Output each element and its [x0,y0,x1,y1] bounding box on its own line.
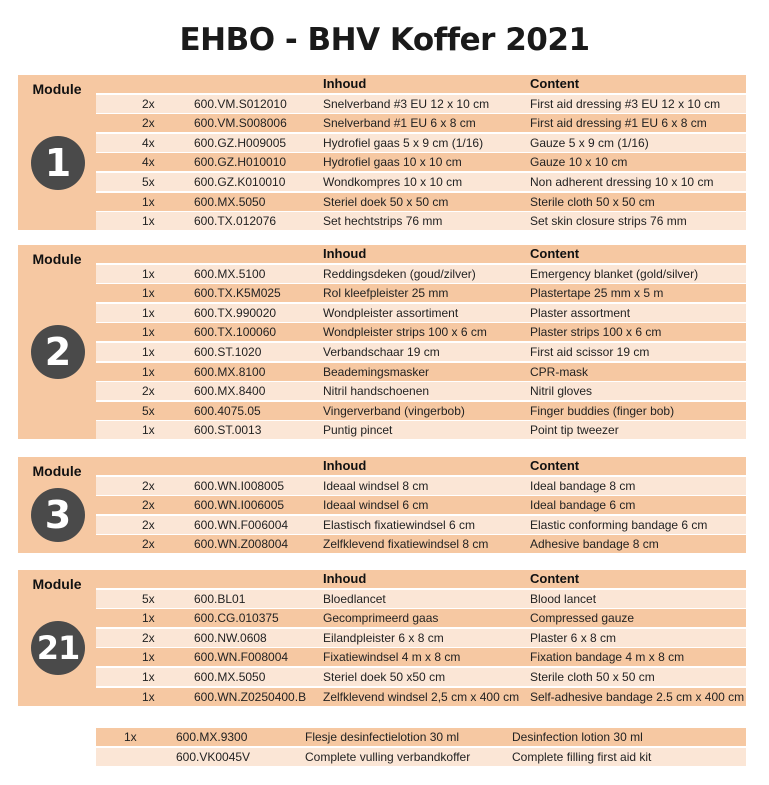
item-description-nl: Reddingsdeken (goud/zilver) [323,266,476,281]
item-description-en: Compressed gauze [530,611,635,626]
item-code: 600.NW.0608 [194,630,267,645]
item-code: 600.4075.05 [194,403,261,418]
item-description-en: Plaster assortment [530,305,631,320]
item-code: 600.WN.I008005 [194,478,285,493]
item-code: 600.MX.8400 [194,384,266,399]
module-number-badge: 2 [31,325,85,379]
table-row [96,688,746,706]
item-description-en: First aid dressing #3 EU 12 x 10 cm [530,96,721,111]
table-row [96,95,746,113]
item-quantity: 1x [142,345,155,359]
item-quantity: 5x [142,591,155,606]
item-description-nl: Gecomprimeerd gaas [323,611,439,626]
item-code: 600.WN.F006004 [194,517,289,532]
module-side-panel [18,457,96,553]
table-row [96,648,746,666]
table-row [96,516,746,534]
item-description-nl: Ideaal windsel 8 cm [323,478,429,493]
item-description-nl: Set hechtstrips 76 mm [323,214,443,229]
table-row [96,153,746,171]
item-description-en: Gauze 5 x 9 cm (1/16) [530,135,649,150]
item-code: 600.MX.8100 [194,364,266,379]
item-code: 600.MX.5050 [194,670,266,684]
item-quantity: 1x [142,325,155,340]
table-row [96,212,746,230]
item-description-en: Nitril gloves [530,384,593,399]
table-row [96,421,746,439]
item-quantity: 1x [124,730,137,744]
module-label: Module [32,463,82,479]
item-quantity: 4x [142,155,155,170]
item-description-nl: Snelverband #3 EU 12 x 10 cm [323,96,490,111]
table-header-row [96,457,746,475]
item-code: 600.MX.5050 [194,194,266,209]
table-row [96,284,746,302]
item-quantity: 1x [142,286,155,301]
module-number-badge: 1 [31,136,85,190]
item-quantity: 1x [142,611,155,626]
item-quantity: 2x [142,498,155,513]
item-code: 600.WN.Z008004 [194,537,289,552]
column-header-inhoud: Inhoud [323,571,367,586]
item-code: 600.CG.010375 [194,611,279,626]
table-header-row [96,570,746,588]
item-description-en: Finger buddies (finger bob) [530,403,675,418]
table-row [96,265,746,283]
item-quantity: 2x [142,384,155,399]
module-label: Module [32,576,82,592]
item-description-nl: Snelverband #1 EU 6 x 8 cm [323,116,476,131]
item-code: 600.GZ.H009005 [194,135,287,150]
item-description-nl: Wondpleister assortiment [323,305,459,320]
item-description-en: Plaster 6 x 8 cm [530,630,617,645]
item-description-en: Gauze 10 x 10 cm [530,155,628,170]
column-header-inhoud: Inhoud [323,458,367,473]
item-quantity: 1x [142,214,155,229]
item-code: 600.GZ.H010010 [194,155,287,170]
item-description-nl: Puntig pincet [323,423,393,438]
item-description-nl: Verbandschaar 19 cm [323,345,440,359]
module-number-badge: 3 [31,488,85,542]
table-row [96,668,746,686]
item-description-nl: Vingerverband (vingerbob) [323,403,465,418]
item-description-en: Plastertape 25 mm x 5 m [530,286,664,301]
item-quantity: 1x [142,364,155,379]
item-quantity: 1x [142,650,155,665]
item-description-en: Blood lancet [530,591,597,606]
module-number-badge: 21 [31,621,85,675]
item-quantity: 1x [142,266,155,281]
item-description-en: Point tip tweezer [530,423,619,438]
item-description-nl: Wondpleister strips 100 x 6 cm [323,325,487,340]
item-description-en: Self-adhesive bandage 2.5 cm x 400 cm [530,689,745,704]
item-description-nl: Steriel doek 50 x 50 cm [323,194,449,209]
item-code: 600.BL01 [194,591,246,606]
table-row [96,496,746,514]
module-label: Module [32,251,82,267]
extra-items-table [96,728,746,766]
item-code: 600.TX.990020 [194,305,277,320]
module-label: Module [32,81,82,97]
item-description-en: Adhesive bandage 8 cm [530,537,659,552]
table-row [96,535,746,553]
table-row [96,193,746,211]
item-quantity: 2x [142,517,155,532]
column-header-content: Content [530,246,580,261]
item-description-en: Emergency blanket (gold/silver) [530,266,699,281]
item-quantity: 2x [142,537,155,552]
item-code: 600.MX.5100 [194,266,266,281]
table-row [96,114,746,132]
item-description-nl: Zelfklevend windsel 2,5 cm x 400 cm [323,689,520,704]
item-description-nl: Elastisch fixatiewindsel 6 cm [323,517,476,532]
module-1 [18,75,746,230]
item-description-en: First aid scissor 19 cm [530,345,650,359]
item-quantity: 2x [142,96,155,111]
item-description-nl: Ideaal windsel 6 cm [323,498,429,513]
item-quantity: 1x [142,194,155,209]
item-description-nl: Nitril handschoenen [323,384,430,399]
item-description-en: Elastic conforming bandage 6 cm [530,517,708,532]
item-description-nl: Beademingsmasker [323,364,430,379]
table-row [96,323,746,341]
table-row [96,728,746,746]
item-code: 600.TX.100060 [194,325,277,340]
module-3 [18,457,746,553]
item-description-en: Sterile cloth 50 x 50 cm [530,194,655,209]
item-quantity: 2x [142,478,155,493]
item-code: 600.VK0045V [176,749,251,764]
table-row [96,304,746,322]
item-description-en: Fixation bandage 4 m x 8 cm [530,650,685,665]
table-row [96,590,746,608]
item-quantity: 1x [142,305,155,320]
item-description-nl: Zelfklevend fixatiewindsel 8 cm [323,537,489,552]
item-quantity: 5x [142,175,155,189]
item-code: 600.ST.1020 [194,345,262,359]
table-row [96,748,746,766]
item-description-en: Desinfection lotion 30 ml [512,730,643,744]
item-code: 600.ST.0013 [194,423,262,438]
item-quantity: 2x [142,630,155,645]
item-description-nl: Complete vulling verbandkoffer [305,749,471,764]
item-code: 600.WN.I006005 [194,498,285,513]
item-description-nl: Flesje desinfectielotion 30 ml [305,730,460,744]
item-quantity: 5x [142,403,155,418]
item-description-en: Non adherent dressing 10 x 10 cm [530,175,714,189]
item-code: 600.WN.Z0250400.B [194,689,307,704]
item-description-nl: Fixatiewindsel 4 m x 8 cm [323,650,461,665]
item-code: 600.TX.012076 [194,214,277,229]
item-code: 600.WN.F008004 [194,650,289,665]
table-row [96,382,746,400]
item-code: 600.VM.S008006 [194,116,287,131]
item-code: 600.TX.K5M025 [194,286,281,301]
module-side-panel [18,75,96,230]
table-row [96,173,746,191]
module-2 [18,245,746,439]
item-description-nl: Steriel doek 50 x50 cm [323,670,446,684]
item-description-nl: Wondkompres 10 x 10 cm [323,175,463,189]
table-row [96,134,746,152]
item-quantity: 1x [142,670,155,684]
item-description-en: Plaster strips 100 x 6 cm [530,325,662,340]
module-21 [18,570,746,706]
table-row [96,477,746,495]
item-description-nl: Hydrofiel gaas 5 x 9 cm (1/16) [323,135,484,150]
table-row [96,609,746,627]
item-quantity: 4x [142,135,155,150]
item-description-nl: Hydrofiel gaas 10 x 10 cm [323,155,462,170]
table-row [96,402,746,420]
item-description-nl: Rol kleefpleister 25 mm [323,286,449,301]
item-description-en: Ideal bandage 6 cm [530,498,636,513]
column-header-inhoud: Inhoud [323,76,367,91]
table-row [96,629,746,647]
item-description-en: Set skin closure strips 76 mm [530,214,687,229]
item-description-nl: Eilandpleister 6 x 8 cm [323,630,444,645]
table-header-row [96,245,746,263]
table-header-row [96,75,746,93]
column-header-content: Content [530,76,580,91]
module-side-panel [18,245,96,439]
module-side-panel [18,570,96,706]
column-header-content: Content [530,571,580,586]
column-header-content: Content [530,458,580,473]
item-quantity: 1x [142,423,155,438]
item-quantity: 2x [142,116,155,131]
item-description-en: First aid dressing #1 EU 6 x 8 cm [530,116,707,131]
item-description-nl: Bloedlancet [323,591,386,606]
table-row [96,363,746,381]
page-title: EHBO - BHV Koffer 2021 [179,22,590,58]
item-code: 600.GZ.K010010 [194,175,286,189]
item-description-en: CPR-mask [530,364,589,379]
item-description-en: Sterile cloth 50 x 50 cm [530,670,655,684]
item-code: 600.MX.9300 [176,730,248,744]
item-quantity: 1x [142,689,155,704]
item-code: 600.VM.S012010 [194,96,287,111]
item-description-en: Ideal bandage 8 cm [530,478,636,493]
item-description-en: Complete filling first aid kit [512,749,652,764]
table-row [96,343,746,361]
column-header-inhoud: Inhoud [323,246,367,261]
